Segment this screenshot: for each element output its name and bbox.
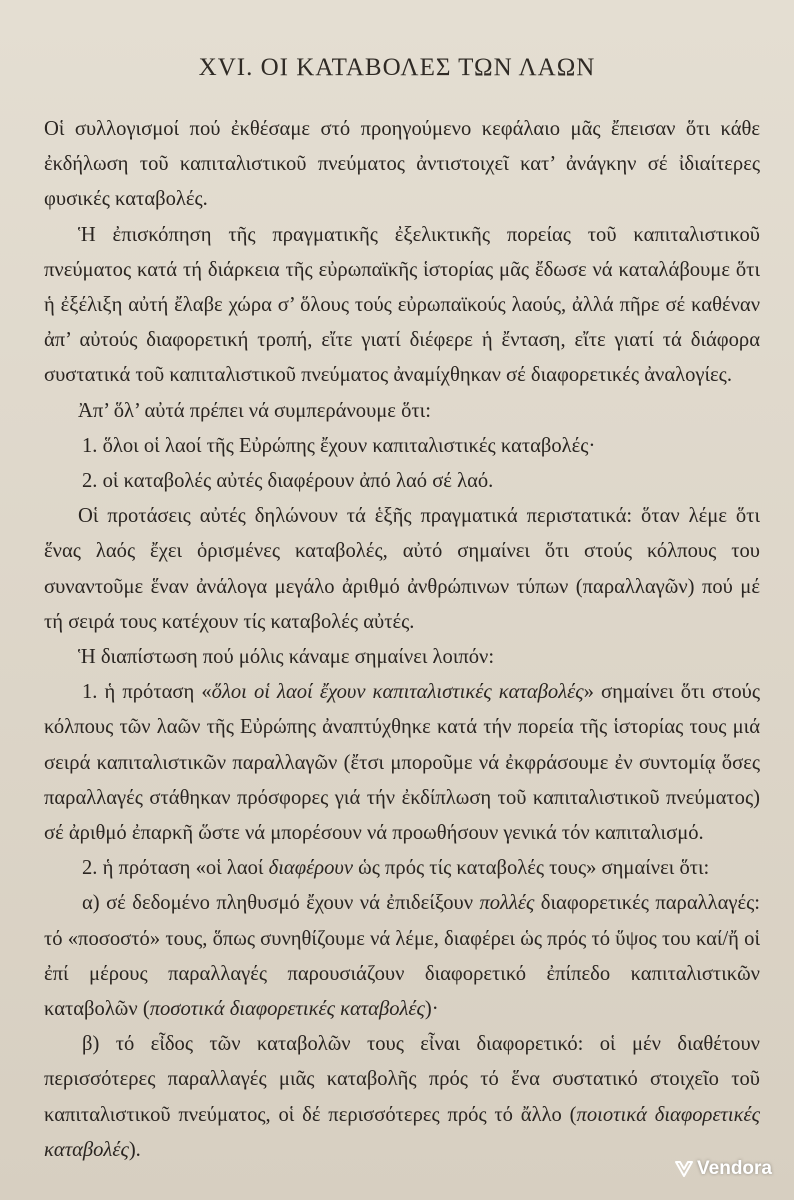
point-a-end: )· <box>424 998 439 1021</box>
paragraph-survey: Ἡ ἐπισκόπηση τῆς πραγματικῆς ἐξελικτικῆς πορείας τοῦ καπιταλιστικοῦ πνεύματος κατά τή διάρκεια τῆς εὐρωπαϊκῆς ἱστορίας μᾶς ἔδωσε νά καταλάβουμε ὅτι ἡ ἐξέλιξη αὐτή ἔλαβε χώρα σ’ ὅλους τούς εὐρωπαϊκούς λαούς, ἀλλά πῆρε σέ καθέναν ἀπ’ αὐτούς διαφορετική τροπή, εἴτε γιατί διέφερε ἡ ἔνταση, εἴτε γιατί τά διάφορα συστατικά τοῦ καπιταλιστικοῦ πνεύματος ἀναμίχθηκαν σέ διαφορετικές ἀναλογίες. <box>44 223 760 387</box>
body-text <box>44 112 760 1168</box>
list-item-1: 1. ὅλοι οἱ λαοί τῆς Εὐρώπης ἔχουν καπιταλιστικές καταβολές· <box>82 434 596 457</box>
vendora-watermark <box>675 1158 772 1180</box>
list-item-2: 2. οἱ καταβολές αὐτές διαφέρουν ἀπό λαό σέ λαό. <box>82 470 494 493</box>
point-2-lead: 2. ἡ πρόταση «οἱ λαοί <box>82 857 269 880</box>
paragraph-point-1 <box>44 675 760 851</box>
point-a-emphasis-2: ποσοτικά διαφορετικές καταβολές <box>149 998 425 1021</box>
paragraph-point-a <box>44 886 760 1027</box>
point-a-middle: διαφορετικές παραλλαγές: τό «ποσοστό» τους, ὅπως συνηθίζουμε νά λέμε, διαφέρει ὡς πρός τό ὕψος του καί/ἤ οἱ ἐπί μέρους παραλλαγές παρουσιάζουν διαφορετικό ἐπίπεδο καπιταλιστικῶν καταβολῶν ( <box>44 892 760 1021</box>
point-a-lead: α) σέ δεδομένο πληθυσμό ἔχουν νά ἐπιδείξουν <box>82 892 480 915</box>
point-1-emphasis: ὅλοι οἱ λαοί ἔχουν καπιταλιστικές καταβολές <box>211 681 584 704</box>
point-b-lead: β) τό εἶδος τῶν καταβολῶν τους εἶναι διαφορετικό: οἱ μέν διαθέτουν περισσότερες παραλλαγές μιᾶς καταβολῆς πρός τό ἕνα συστατικό στοιχεῖο τοῦ καπιταλιστικοῦ πνεύματος, οἱ δέ περισσότερες πρός τό ἄλλο ( <box>44 1033 760 1126</box>
point-b-emphasis: ποιοτικά διαφορετικές καταβολές <box>44 1103 761 1161</box>
point-2-rest: ὡς πρός τίς καταβολές τους» σημαίνει ὅτι: <box>353 857 710 880</box>
paragraph-conclusion-lead: Ἀπ’ ὅλ’ αὐτά πρέπει νά συμπεράνουμε ὅτι: <box>78 399 431 422</box>
point-1-rest: » σημαίνει ὅτι στούς κόλπους τῶν λαῶν τῆς Εὐρώπης ἀναπτύχθηκε κατά τήν πορεία τῆς ἱστορίας τους μιά σειρά καπιταλιστικῶν παραλλαγῶν (ἔτσι μποροῦμε νά ἐκφράσουμε ἐν συντομίᾳ ὅσες παραλλαγές στάθηκαν πρόσφορες γιά τήν ἐκδίπλωση τοῦ καπιταλιστικοῦ πνεύματος) σέ ἀριθμό ἐπαρκῆ ὥστε νά μπορέσουν νά προωθήσουν γενικά τόν καπιταλισμό. <box>44 681 760 845</box>
watermark-brand: Vendora <box>697 1158 772 1179</box>
point-2-emphasis: διαφέρουν <box>268 857 354 880</box>
paragraph-propositions: Οἱ προτάσεις αὐτές δηλώνουν τά ἑξῆς πραγματικά περιστατικά: ὅταν λέμε ὅτι ἕνας λαός ἔχει ὁρισμένες καταβολές, αὐτό σημαίνει ὅτι στούς κόλπους του συναντοῦμε ἕναν ἀνάλογα μεγάλο ἀριθμό ἀνθρώπινων τύπων (παραλλαγῶν) πού μέ τή σειρά τους κατέχουν τίς καταβολές αὐτές. <box>44 505 760 633</box>
paragraph-intro: Οἱ συλλογισμοί πού ἐκθέσαμε στό προηγούμενο κεφάλαιο μᾶς ἔπεισαν ὅτι κάθε ἐκδήλωση τοῦ καπιταλιστικοῦ πνεύματος ἀντιστοιχεῖ κατ’ ἀνάγκην σέ ἰδιαίτερες φυσικές καταβολές. <box>44 118 760 211</box>
paragraph-point-b <box>44 1027 760 1168</box>
paragraph-finding: Ἡ διαπίστωση πού μόλις κάναμε σημαίνει λοιπόν: <box>78 646 495 669</box>
chapter-title: XVI. ΟΙ ΚΑΤΑΒΟΛΕΣ ΤΩΝ ΛΑΩΝ <box>198 54 596 81</box>
point-b-end: ). <box>128 1138 141 1161</box>
point-a-emphasis-1: πολλές <box>479 892 535 915</box>
point-1-lead: 1. ἡ πρόταση « <box>82 681 212 704</box>
paragraph-point-2 <box>44 851 760 886</box>
vendora-logo-icon <box>675 1161 693 1177</box>
